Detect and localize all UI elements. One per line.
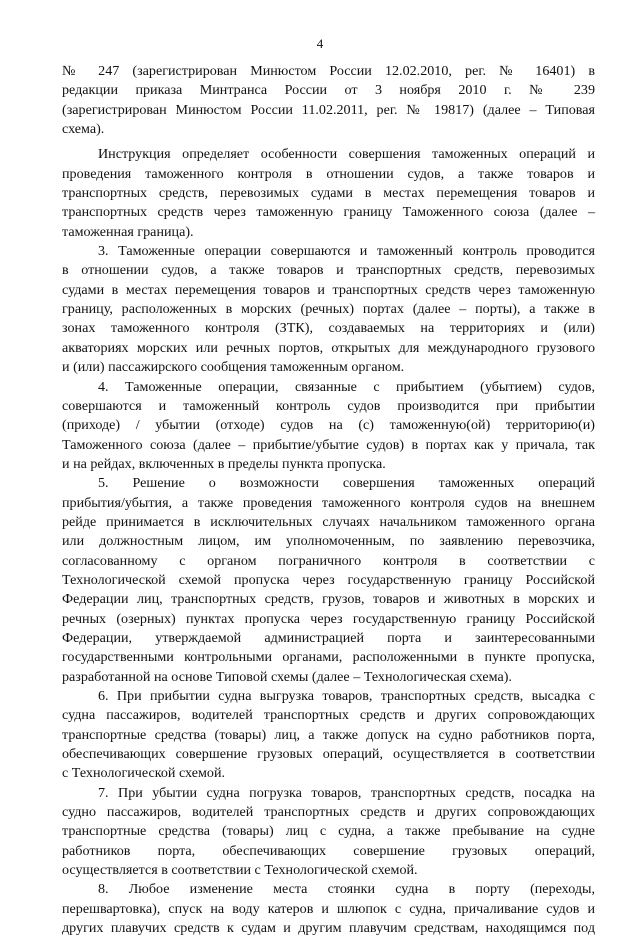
text-line: и на рейдах, включенных в пределы пункта пропуска.	[62, 455, 386, 472]
body-text	[62, 62, 595, 938]
text-line: схема).	[62, 121, 105, 138]
paragraph-3	[62, 242, 595, 377]
text-line: Федерации, утверждаемой администрацией порта и заинтересованными	[62, 629, 595, 646]
text-line: работников порта, обеспечивающих совершение грузовых операций,	[62, 842, 595, 859]
text-line: границу, расположенных в морских (речных) портах (далее – порты), а также в	[62, 301, 595, 318]
paragraph-4	[62, 378, 595, 475]
text-line: согласованному с органом пограничного контроля в соответствии с	[62, 552, 595, 569]
text-line: № 247 (зарегистрирован Минюстом России 12.02.2010, рег. № 16401) в	[62, 63, 595, 79]
text-line: или должностным лицом, им уполномоченным, по заявлению перевозчика,	[62, 533, 595, 550]
text-line: осуществляется в соответствии с Технологической схемой.	[62, 862, 418, 879]
text-line: других плавучих средств к судам и другим плавучим средствам, находящимся под	[62, 920, 595, 937]
text-line: 6. При прибытии судна выгрузка товаров, транспортных средств, высадка с	[98, 688, 595, 704]
text-line: (зарегистрирован Минюстом России 11.02.2011, рег. № 19817) (далее – Типовая	[62, 101, 595, 118]
text-line: транспортные средства (товары) лиц, а также допуск на судно работников порта,	[62, 726, 595, 743]
text-line: 7. При убытии судна погрузка товаров, транспортных средств, посадка на	[98, 784, 595, 801]
text-line: судно пассажиров, водителей транспортных средств и других сопровождающих	[62, 804, 595, 821]
text-line: прибытия/убытия, а также проведения таможенного контроля судов на внешнем	[62, 494, 595, 511]
text-line: речных (озерных) пунктах пропуска через государственную границу Российской	[62, 610, 595, 627]
text-line: судна пассажиров, водителей транспортных средств и других сопровождающих	[62, 707, 595, 724]
text-line: проведения таможенного контроля в отношении судов, а также товаров и	[62, 165, 595, 182]
text-line: редакции приказа Минтранса России от 3 ноября 2010 г. № 239	[62, 82, 595, 99]
text-line: транспортных средств, перевозимых судами в местах перемещения товаров и	[62, 185, 595, 202]
text-line: 5. Решение о возможности совершения таможенных операций	[98, 475, 595, 492]
paragraph-8	[62, 880, 595, 938]
text-line: (приходе) / убытии (отходе) судов на (с) таможенную(ой) территорию(и)	[62, 417, 595, 434]
paragraph-7	[62, 784, 595, 881]
text-line: с Технологической схемой.	[62, 765, 226, 782]
text-line: зонах таможенного контроля (ЗТК), создаваемых на территориях и (или)	[62, 320, 595, 337]
text-line: рейде принимается в исключительных случаях начальником таможенного органа	[62, 513, 595, 530]
text-line: государственными контрольными органами, расположенными в пункте пропуска,	[62, 649, 595, 666]
text-line: в отношении судов, а также товаров и транспортных средств, перевозимых	[62, 262, 595, 279]
text-line: перешвартовка), спуск на воду катеров и шлюпок с судна, причаливание судов и	[62, 900, 595, 917]
paragraph-6	[62, 687, 595, 784]
text-line: таможенная граница).	[62, 223, 194, 240]
text-line: совершаются и таможенный контроль судов производится при прибытии	[62, 397, 595, 414]
text-line: Технологической схемой пропуска через государственную границу Российской	[62, 571, 595, 588]
text-line: транспортных средств через таможенную границу Таможенного союза (далее –	[62, 204, 595, 221]
page-number: 4	[316, 36, 324, 51]
text-line: 8. Любое изменение места стоянки судна в порту (переходы,	[98, 881, 595, 898]
text-line: акваториях морских или речных портов, открытых для международного грузового	[62, 339, 595, 356]
paragraph-5	[62, 474, 595, 687]
text-line: разработанной на основе Типовой схемы (далее – Технологическая схема).	[62, 668, 512, 685]
text-line: Инструкция определяет особенности совершения таможенных операций и	[98, 146, 595, 163]
text-line: транспортные средства (товары) лиц с судна, а также пребывание на судне	[62, 823, 595, 840]
text-line: обеспечивающих совершение грузовых операций, осуществляется в соответствии	[62, 746, 595, 763]
text-line: 3. Таможенные операции совершаются и таможенный контроль проводится	[98, 243, 595, 260]
paragraph-1	[62, 62, 595, 139]
text-line: Федерации лиц, транспортных средств, грузов, товаров и животных в морских и	[62, 591, 595, 608]
text-line: судами в местах перемещения товаров и транспортных средств через таможенную	[62, 281, 595, 298]
paragraph-2	[62, 145, 595, 242]
text-line: Таможенного союза (далее – прибытие/убытие судов) в портах как у причала, так	[62, 436, 595, 453]
text-line: и (или) пассажирского сообщения таможенным органом.	[62, 359, 405, 376]
text-line: 4. Таможенные операции, связанные с прибытием (убытием) судов,	[98, 378, 595, 395]
